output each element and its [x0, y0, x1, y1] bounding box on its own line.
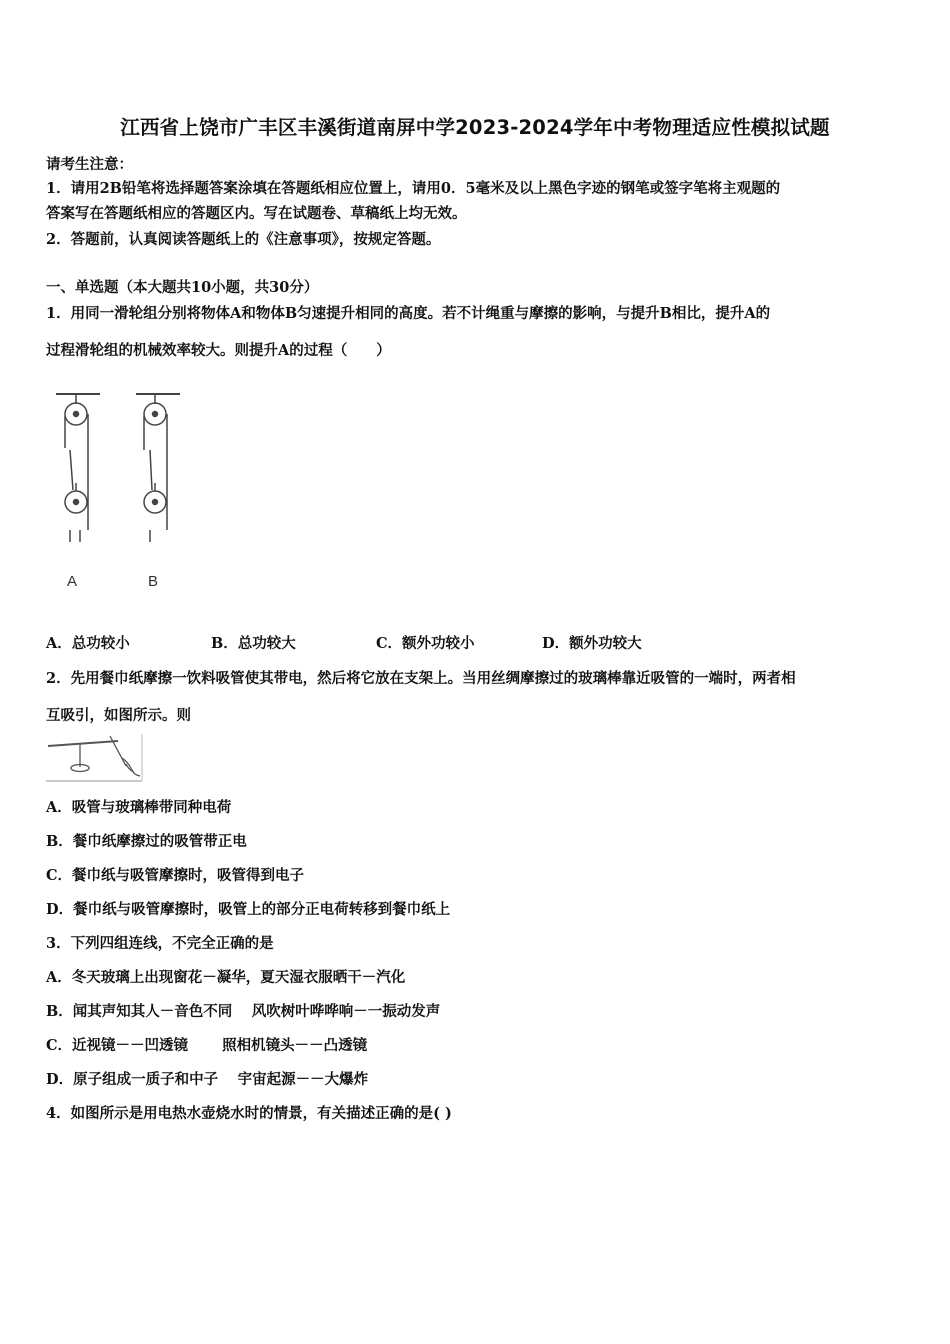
question-3-option-a[interactable]: A．冬天玻璃上出现窗花－凝华，夏天湿衣服晒干－汽化 — [46, 969, 406, 986]
question-1-stem-continued: 过程滑轮组的机械效率较大。则提升A的过程（ ） — [46, 342, 391, 359]
page-title: 江西省上饶市广丰区丰溪街道南屏中学2023-2024学年中考物理适应性模拟试题 — [120, 116, 830, 139]
question-1-option-b[interactable]: B．总功较大 — [211, 635, 296, 652]
section-heading: 一、单选题（本大题共10小题，共30分） — [46, 279, 319, 296]
question-2-option-c[interactable]: C．餐巾纸与吸管摩擦时，吸管得到电子 — [46, 867, 305, 884]
question-2-option-d[interactable]: D．餐巾纸与吸管摩擦时，吸管上的部分正电荷转移到餐巾纸上 — [46, 901, 451, 918]
question-3-stem: 3．下列四组连线，不完全正确的是 — [46, 935, 274, 952]
question-1-option-c[interactable]: C．额外功较小 — [376, 635, 475, 652]
question-2-option-b[interactable]: B．餐巾纸摩擦过的吸管带正电 — [46, 833, 247, 850]
notice-item: 2．答题前，认真阅读答题纸上的《注意事项》，按规定答题。 — [46, 231, 441, 248]
question-2-option-a[interactable]: A．吸管与玻璃棒带同种电荷 — [46, 799, 232, 816]
figure-label-b: B — [148, 573, 159, 590]
notice-item: 答案写在答题纸相应的答题区内。写在试题卷、草稿纸上均无效。 — [46, 205, 467, 222]
figure-label-a: A — [67, 573, 78, 590]
question-1-stem: 1．用同一滑轮组分别将物体A和物体B匀速提升相同的高度。若不计绳重与摩擦的影响，与提升B相比，提升A的 — [46, 305, 771, 322]
question-2-stem: 2．先用餐巾纸摩擦一饮料吸管使其带电，然后将它放在支架上。当用丝绸摩擦过的玻璃棒靠近吸管的一端时，两者相 — [46, 670, 796, 687]
question-2-stem-continued: 互吸引，如图所示。则 — [46, 707, 191, 724]
notice-heading: 请考生注意： — [46, 156, 133, 173]
question-1-option-d[interactable]: D．额外功较大 — [542, 635, 642, 652]
notice-item: 1．请用2B铅笔将选择题答案涂填在答题纸相应位置上，请用0．5毫米及以上黑色字迹的钢笔或签字笔将主观题的 — [46, 180, 781, 197]
question-3-option-d[interactable]: D．原子组成一质子和中子 宇宙起源－－大爆炸 — [46, 1071, 369, 1088]
pulley-system-a — [56, 394, 100, 542]
question-3-option-c[interactable]: C．近视镜－－凹透镜 照相机镜头－－凸透镜 — [46, 1037, 368, 1054]
question-3-option-b[interactable]: B．闻其声知其人－音色不同 风吹树叶哗哗响－一振动发声 — [46, 1003, 441, 1020]
question-1-option-a[interactable]: A．总功较小 — [46, 635, 130, 652]
pulley-diagram-figure — [48, 390, 193, 595]
pulley-system-b — [136, 394, 180, 542]
question-4-stem: 4．如图所示是用电热水壶烧水时的情景，有关描述正确的是( ) — [46, 1105, 452, 1122]
straw-and-rod-figure — [44, 734, 144, 782]
